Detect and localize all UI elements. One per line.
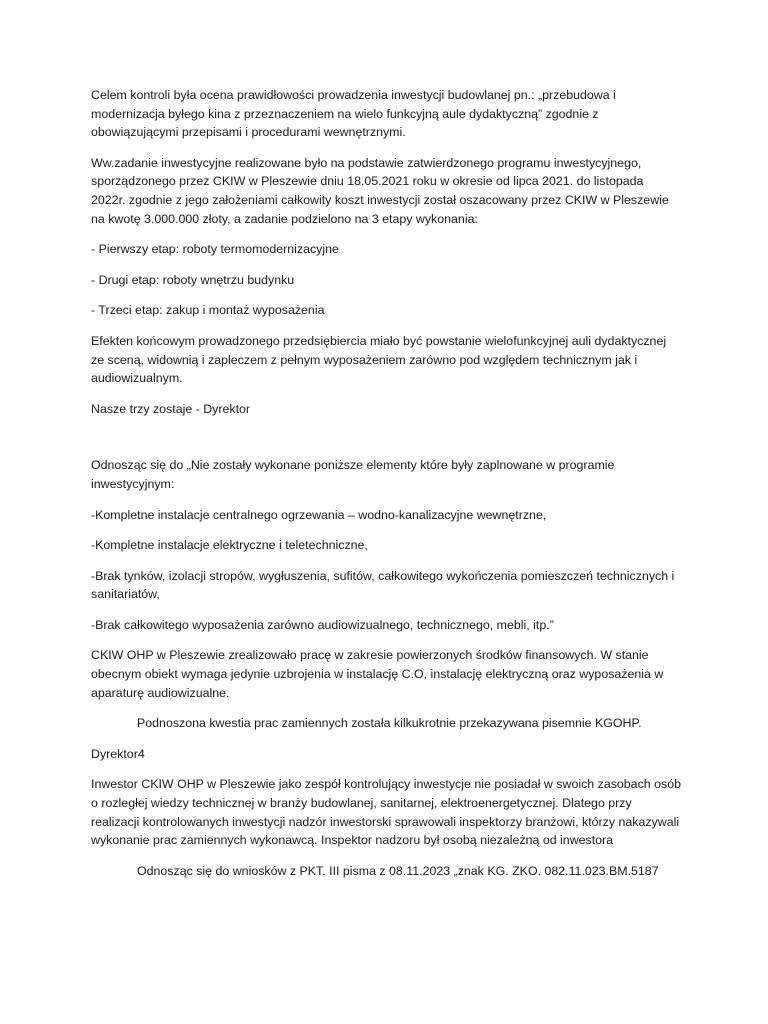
blank-line — [91, 430, 681, 456]
list-item-electrical: -Kompletne instalacje elektryczne i teletechniczne, — [91, 538, 368, 553]
paragraph-conclusions-reference: Odnosząc się do wniosków z PKT. III pisma z 08.11.2023 „znak KG. ZKO. 082.11.023.BM.5187 — [137, 863, 659, 878]
document-page — [91, 86, 681, 892]
list-item-plaster: -Brak tynków, izolacji stropów, wygłuszenia, sufitów, całkowitego wykończenia pomieszczeń technicznych i sanitariatów, — [91, 568, 675, 602]
paragraph-referring: Odnosząc się do „Nie zostały wykonane poniższe elementy które były zaplnowane w programie inwestycyjnym: — [91, 458, 615, 491]
list-item-stage-2: - Drugi etap: roboty wnętrzu budynku — [91, 272, 295, 287]
paragraph-investor-supervision: Inwestor CKIW OHP w Pleszewie jako zespół kontrolujący inwestycje nie posiadał w swoich zasobach osób o rozległej wiedzy technicznej w branży budowlanej, sanitarnej, elektroenergetycznej. Dlatego przy realizacji kontrolowanych inwestycji nadzór inwestorski sprawowali inspektorzy branżowi, którzy nakazywali wykonanie prac zamiennych wykonawcą. Inspektor nadzoru był osobą niezależną od inwestora — [91, 777, 681, 848]
list-item-heating: -Kompletne instalacje centralnego ogrzewania – wodno-kanalizacyjne wewnętrzne, — [91, 507, 547, 522]
paragraph-final-effect: Efekten końcowym prowadzonego przedsiębiercia miało być powstanie wielofunkcyjnej auli dydaktycznej ze sceną, widownią i zapleczem z pełnym wyposażeniem zarówno pod względem technicznym jak i audiowizualnym. — [91, 333, 667, 386]
paragraph-ckiw-realization: CKIW OHP w Pleszewie zrealizowało pracę w zakresie powierzonych środków finansowych. W stanie obecnym obiekt wymaga jedynie uzbrojenia w instalację C.O, instalację elektryczną oraz wyposażenia w aparaturę audiowizualne. — [91, 648, 664, 700]
paragraph-investment-task: Ww.zadanie inwestycyjne realizowane było na podstawie zatwierdzonego programu inwestycyjnego, sporządzonego przez CKIW w Pleszewie dniu 18.05.2021 roku w okresie od lipca 2021. do listopada 2022r. zgodnie z jego założeniami całkowity koszt inwestycji został oszacowany przez CKIW w Pleszewie na kwotę 3.000.000 złoty, a zadanie podzielono na 3 etapy wykonania: — [91, 155, 669, 226]
list-item-stage-1: - Pierwszy etap: roboty termomodernizacyjne — [91, 242, 339, 257]
paragraph-control-purpose: Celem kontroli była ocena prawidłowości prowadzenia inwestycji budowlanej pn.: „przebudowa i modernizacja byłego kina z przeznaczeniem na wielo funkcyjną aule dydaktyczną” zgodnie z obowiązującymi przepisami i procedurami wewnętrznymi. — [91, 88, 616, 140]
list-item-equipment: -Brak całkowitego wyposażenia zarówno audiowizualnego, technicznego, mebli, itp.” — [91, 617, 554, 632]
paragraph-note-director: Nasze trzy zostaje - Dyrektor — [91, 401, 251, 416]
list-item-stage-3: - Trzeci etap: zakup i montaż wyposażenia — [91, 303, 325, 318]
paragraph-director4: Dyrektor4 — [91, 746, 145, 761]
paragraph-replacement-works: Podnoszona kwestia prac zamiennych została kilkukrotnie przekazywana pisemnie KGOHP. — [137, 716, 642, 731]
